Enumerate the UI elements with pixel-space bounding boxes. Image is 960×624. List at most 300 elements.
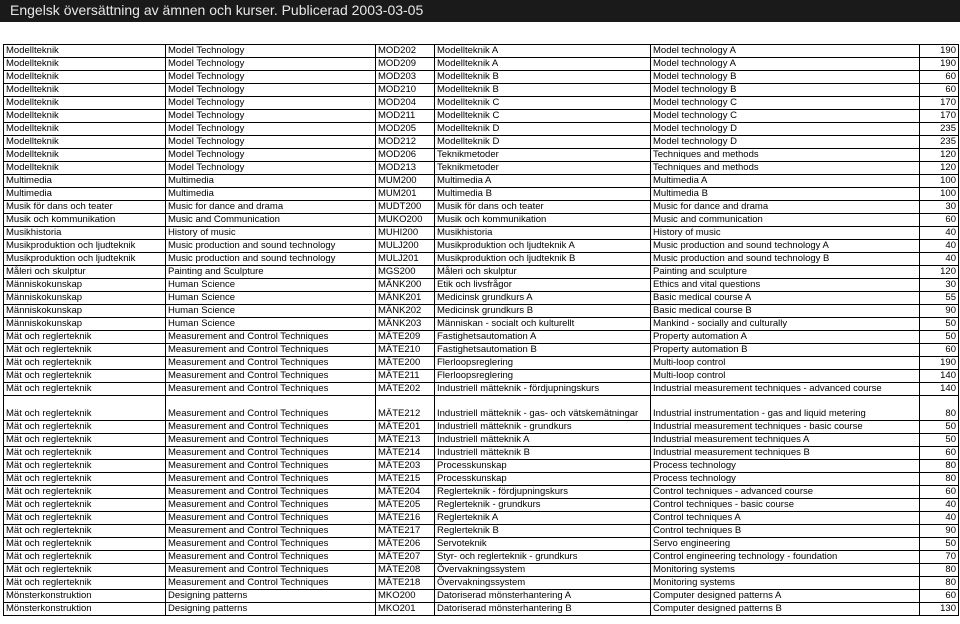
course-sv-cell: Musikproduktion och ljudteknik A [435, 240, 651, 253]
table-row [4, 538, 959, 551]
course-sv-cell: Medicinsk grundkurs B [435, 305, 651, 318]
subject-en-cell: Measurement and Control Techniques [166, 499, 376, 512]
subject-en-cell: Human Science [166, 305, 376, 318]
course-sv-cell: Modellteknik C [435, 97, 651, 110]
subject-en-cell: Music for dance and drama [166, 201, 376, 214]
subject-sv-cell: Modellteknik [4, 45, 166, 58]
subject-en-cell: Model Technology [166, 71, 376, 84]
subject-en-cell: Music production and sound technology [166, 240, 376, 253]
course-en-cell: Model technology B [651, 71, 920, 84]
subject-sv-cell: Mät och reglerteknik [4, 538, 166, 551]
points-cell: 190 [920, 58, 959, 71]
points-cell: 40 [920, 253, 959, 266]
course-sv-cell: Flerloopsreglering [435, 370, 651, 383]
subject-sv-cell: Multimedia [4, 188, 166, 201]
points-cell: 130 [920, 603, 959, 616]
subject-en-cell: Designing patterns [166, 590, 376, 603]
course-sv-cell: Reglerteknik B [435, 525, 651, 538]
course-en-cell: Industrial measurement techniques A [651, 434, 920, 447]
course-en-cell: Multimedia A [651, 175, 920, 188]
table-row [4, 136, 959, 149]
subject-sv-cell: Mät och reglerteknik [4, 499, 166, 512]
course-code-cell: MOD205 [376, 123, 435, 136]
subject-sv-cell: Människokunskap [4, 305, 166, 318]
points-cell: 60 [920, 344, 959, 357]
course-code-cell: MOD204 [376, 97, 435, 110]
page-header [0, 0, 960, 22]
course-code-cell: MOD210 [376, 84, 435, 97]
points-cell: 40 [920, 240, 959, 253]
course-en-cell: Model technology D [651, 123, 920, 136]
course-sv-cell: Musikhistoria [435, 227, 651, 240]
course-code-cell: MÄTE204 [376, 486, 435, 499]
points-cell: 100 [920, 188, 959, 201]
course-en-cell: Computer designed patterns A [651, 590, 920, 603]
points-cell: 120 [920, 149, 959, 162]
table-row [4, 84, 959, 97]
subject-sv-cell: Modellteknik [4, 97, 166, 110]
points-cell: 80 [920, 564, 959, 577]
points-cell: 40 [920, 499, 959, 512]
course-code-cell: MOD203 [376, 71, 435, 84]
table-row [4, 577, 959, 590]
table-row [4, 434, 959, 447]
course-sv-cell: Fastighetsautomation B [435, 344, 651, 357]
course-en-cell: Servo engineering [651, 538, 920, 551]
subject-en-cell: Model Technology [166, 123, 376, 136]
points-cell: 50 [920, 318, 959, 331]
subject-en-cell: Model Technology [166, 45, 376, 58]
subject-en-cell: Measurement and Control Techniques [166, 551, 376, 564]
subject-sv-cell: Mät och reglerteknik [4, 396, 166, 421]
course-sv-cell: Datoriserad mönsterhantering A [435, 590, 651, 603]
course-en-cell: Techniques and methods [651, 162, 920, 175]
course-sv-cell: Multimedia A [435, 175, 651, 188]
course-code-cell: MKO200 [376, 590, 435, 603]
subject-sv-cell: Mät och reglerteknik [4, 525, 166, 538]
page-title: Engelsk översättning av ämnen och kurser. Publicerad 2003-03-05 [10, 2, 424, 18]
course-sv-cell: Måleri och skulptur [435, 266, 651, 279]
course-table-body [4, 45, 959, 616]
subject-sv-cell: Mät och reglerteknik [4, 564, 166, 577]
subject-en-cell: Measurement and Control Techniques [166, 525, 376, 538]
course-en-cell: Multimedia B [651, 188, 920, 201]
table-row [4, 175, 959, 188]
course-sv-cell: Modellteknik A [435, 45, 651, 58]
table-row [4, 305, 959, 318]
course-sv-cell: Processkunskap [435, 473, 651, 486]
points-cell: 80 [920, 473, 959, 486]
course-sv-cell: Industriell mätteknik B [435, 447, 651, 460]
subject-sv-cell: Mät och reglerteknik [4, 473, 166, 486]
table-row [4, 266, 959, 279]
subject-sv-cell: Modellteknik [4, 149, 166, 162]
course-sv-cell: Modellteknik D [435, 123, 651, 136]
course-sv-cell: Musik för dans och teater [435, 201, 651, 214]
subject-en-cell: Music production and sound technology [166, 253, 376, 266]
table-row [4, 525, 959, 538]
subject-sv-cell: Mät och reglerteknik [4, 460, 166, 473]
course-en-cell: Model technology C [651, 97, 920, 110]
subject-en-cell: Human Science [166, 279, 376, 292]
points-cell: 190 [920, 357, 959, 370]
course-sv-cell: Processkunskap [435, 460, 651, 473]
course-code-cell: MÄTE215 [376, 473, 435, 486]
subject-en-cell: Measurement and Control Techniques [166, 434, 376, 447]
course-sv-cell: Människan - socialt och kulturellt [435, 318, 651, 331]
course-code-cell: MULJ200 [376, 240, 435, 253]
points-cell: 60 [920, 71, 959, 84]
course-code-cell: MOD212 [376, 136, 435, 149]
course-en-cell: Techniques and methods [651, 149, 920, 162]
points-cell: 100 [920, 175, 959, 188]
points-cell: 50 [920, 538, 959, 551]
table-row [4, 473, 959, 486]
course-en-cell: Model technology A [651, 45, 920, 58]
course-sv-cell: Teknikmetoder [435, 162, 651, 175]
subject-sv-cell: Musikhistoria [4, 227, 166, 240]
course-table [3, 44, 959, 616]
subject-en-cell: Model Technology [166, 58, 376, 71]
table-row [4, 45, 959, 58]
course-code-cell: MÄTE202 [376, 383, 435, 396]
course-code-cell: MÄNK202 [376, 305, 435, 318]
course-code-cell: MÄTE217 [376, 525, 435, 538]
course-en-cell: Process technology [651, 473, 920, 486]
points-cell: 60 [920, 590, 959, 603]
course-sv-cell: Fastighetsautomation A [435, 331, 651, 344]
course-code-cell: MÄTE208 [376, 564, 435, 577]
course-sv-cell: Industriell mätteknik - gas- och vätskemätningar [435, 396, 651, 421]
course-sv-cell: Servoteknik [435, 538, 651, 551]
course-en-cell: Model technology B [651, 84, 920, 97]
subject-en-cell: Measurement and Control Techniques [166, 447, 376, 460]
course-sv-cell: Musikproduktion och ljudteknik B [435, 253, 651, 266]
course-en-cell: Control techniques - basic course [651, 499, 920, 512]
table-row [4, 499, 959, 512]
subject-sv-cell: Mät och reglerteknik [4, 331, 166, 344]
subject-en-cell: Measurement and Control Techniques [166, 421, 376, 434]
subject-en-cell: Model Technology [166, 110, 376, 123]
course-sv-cell: Multimedia B [435, 188, 651, 201]
course-code-cell: MOD202 [376, 45, 435, 58]
course-code-cell: MOD213 [376, 162, 435, 175]
course-en-cell: Mankind - socially and culturally [651, 318, 920, 331]
subject-sv-cell: Måleri och skulptur [4, 266, 166, 279]
course-code-cell: MKO201 [376, 603, 435, 616]
course-en-cell: Basic medical course B [651, 305, 920, 318]
course-en-cell: Model technology A [651, 58, 920, 71]
subject-sv-cell: Mät och reglerteknik [4, 577, 166, 590]
course-sv-cell: Industriell mätteknik A [435, 434, 651, 447]
points-cell: 30 [920, 201, 959, 214]
course-en-cell: Property automation A [651, 331, 920, 344]
table-row [4, 149, 959, 162]
course-en-cell: Music production and sound technology A [651, 240, 920, 253]
course-code-cell: MOD206 [376, 149, 435, 162]
table-row [4, 162, 959, 175]
subject-en-cell: Measurement and Control Techniques [166, 577, 376, 590]
subject-sv-cell: Mät och reglerteknik [4, 383, 166, 396]
course-code-cell: MÄTE203 [376, 460, 435, 473]
table-row [4, 357, 959, 370]
table-row [4, 188, 959, 201]
subject-en-cell: Measurement and Control Techniques [166, 460, 376, 473]
subject-en-cell: Measurement and Control Techniques [166, 357, 376, 370]
subject-sv-cell: Mät och reglerteknik [4, 434, 166, 447]
table-row [4, 590, 959, 603]
subject-sv-cell: Modellteknik [4, 136, 166, 149]
table-row [4, 421, 959, 434]
subject-sv-cell: Modellteknik [4, 110, 166, 123]
course-sv-cell: Styr- och reglerteknik - grundkurs [435, 551, 651, 564]
table-row [4, 370, 959, 383]
subject-sv-cell: Multimedia [4, 175, 166, 188]
course-sv-cell: Modellteknik D [435, 136, 651, 149]
subject-en-cell: Music and Communication [166, 214, 376, 227]
subject-sv-cell: Modellteknik [4, 58, 166, 71]
table-row [4, 253, 959, 266]
subject-sv-cell: Mät och reglerteknik [4, 512, 166, 525]
subject-sv-cell: Mät och reglerteknik [4, 357, 166, 370]
course-code-cell: MÄNK200 [376, 279, 435, 292]
table-row [4, 396, 959, 421]
points-cell: 140 [920, 370, 959, 383]
course-en-cell: Monitoring systems [651, 564, 920, 577]
course-en-cell: Control techniques B [651, 525, 920, 538]
course-code-cell: MÄTE209 [376, 331, 435, 344]
points-cell: 50 [920, 421, 959, 434]
course-en-cell: Process technology [651, 460, 920, 473]
subject-sv-cell: Mät och reglerteknik [4, 370, 166, 383]
course-code-cell: MÄTE201 [376, 421, 435, 434]
subject-en-cell: Measurement and Control Techniques [166, 564, 376, 577]
course-en-cell: Painting and sculpture [651, 266, 920, 279]
course-en-cell: Ethics and vital questions [651, 279, 920, 292]
table-row [4, 344, 959, 357]
subject-sv-cell: Mät och reglerteknik [4, 486, 166, 499]
table-row [4, 240, 959, 253]
course-sv-cell: Musik och kommunikation [435, 214, 651, 227]
subject-en-cell: Measurement and Control Techniques [166, 331, 376, 344]
course-sv-cell: Industriell mätteknik - fördjupningskurs [435, 383, 651, 396]
course-sv-cell: Industriell mätteknik - grundkurs [435, 421, 651, 434]
course-en-cell: Multi-loop control [651, 357, 920, 370]
course-en-cell: Model technology C [651, 110, 920, 123]
subject-sv-cell: Mät och reglerteknik [4, 447, 166, 460]
subject-sv-cell: Mönsterkonstruktion [4, 590, 166, 603]
points-cell: 50 [920, 434, 959, 447]
subject-en-cell: Measurement and Control Techniques [166, 538, 376, 551]
course-en-cell: Multi-loop control [651, 370, 920, 383]
course-sv-cell: Medicinsk grundkurs A [435, 292, 651, 305]
course-code-cell: MUDT200 [376, 201, 435, 214]
course-code-cell: MÄNK201 [376, 292, 435, 305]
course-sv-cell: Reglerteknik - grundkurs [435, 499, 651, 512]
points-cell: 170 [920, 97, 959, 110]
subject-sv-cell: Mät och reglerteknik [4, 344, 166, 357]
table-row [4, 486, 959, 499]
subject-en-cell: Designing patterns [166, 603, 376, 616]
subject-sv-cell: Musik och kommunikation [4, 214, 166, 227]
subject-en-cell: Multimedia [166, 175, 376, 188]
points-cell: 80 [920, 577, 959, 590]
course-en-cell: Industrial measurement techniques B [651, 447, 920, 460]
course-code-cell: MUKO200 [376, 214, 435, 227]
course-code-cell: MÄTE205 [376, 499, 435, 512]
course-code-cell: MÄTE213 [376, 434, 435, 447]
course-sv-cell: Modellteknik B [435, 71, 651, 84]
points-cell: 30 [920, 279, 959, 292]
table-row [4, 331, 959, 344]
points-cell: 40 [920, 512, 959, 525]
subject-en-cell: Human Science [166, 318, 376, 331]
subject-en-cell: Measurement and Control Techniques [166, 486, 376, 499]
course-code-cell: MUM200 [376, 175, 435, 188]
subject-en-cell: Painting and Sculpture [166, 266, 376, 279]
points-cell: 140 [920, 383, 959, 396]
subject-en-cell: Multimedia [166, 188, 376, 201]
points-cell: 170 [920, 110, 959, 123]
subject-sv-cell: Människokunskap [4, 292, 166, 305]
course-en-cell: Control engineering technology - foundation [651, 551, 920, 564]
subject-sv-cell: Människokunskap [4, 279, 166, 292]
course-code-cell: MÄTE214 [376, 447, 435, 460]
subject-sv-cell: Modellteknik [4, 71, 166, 84]
course-sv-cell: Datoriserad mönsterhantering B [435, 603, 651, 616]
table-row [4, 551, 959, 564]
course-code-cell: MGS200 [376, 266, 435, 279]
subject-en-cell: Model Technology [166, 149, 376, 162]
subject-en-cell: Measurement and Control Techniques [166, 344, 376, 357]
points-cell: 235 [920, 123, 959, 136]
subject-en-cell: History of music [166, 227, 376, 240]
points-cell: 90 [920, 305, 959, 318]
points-cell: 60 [920, 214, 959, 227]
subject-sv-cell: Mät och reglerteknik [4, 551, 166, 564]
table-row [4, 292, 959, 305]
table-row [4, 564, 959, 577]
course-en-cell: History of music [651, 227, 920, 240]
points-cell: 235 [920, 136, 959, 149]
course-en-cell: Control techniques A [651, 512, 920, 525]
table-row [4, 512, 959, 525]
course-code-cell: MÄTE212 [376, 396, 435, 421]
course-sv-cell: Etik och livsfrågor [435, 279, 651, 292]
course-en-cell: Model technology D [651, 136, 920, 149]
points-cell: 60 [920, 84, 959, 97]
course-sv-cell: Övervakningssystem [435, 577, 651, 590]
course-sv-cell: Modellteknik B [435, 84, 651, 97]
points-cell: 80 [920, 460, 959, 473]
subject-en-cell: Model Technology [166, 84, 376, 97]
course-en-cell: Industrial measurement techniques - basic course [651, 421, 920, 434]
course-code-cell: MÄTE211 [376, 370, 435, 383]
points-cell: 50 [920, 331, 959, 344]
subject-sv-cell: Modellteknik [4, 123, 166, 136]
course-en-cell: Control techniques - advanced course [651, 486, 920, 499]
table-row [4, 383, 959, 396]
subject-sv-cell: Musikproduktion och ljudteknik [4, 253, 166, 266]
course-sv-cell: Övervakningssystem [435, 564, 651, 577]
subject-sv-cell: Modellteknik [4, 84, 166, 97]
course-en-cell: Industrial instrumentation - gas and liquid metering [651, 396, 920, 421]
course-en-cell: Music and communication [651, 214, 920, 227]
course-code-cell: MUHI200 [376, 227, 435, 240]
course-code-cell: MÄTE207 [376, 551, 435, 564]
course-code-cell: MUM201 [376, 188, 435, 201]
points-cell: 80 [920, 396, 959, 421]
course-code-cell: MÄTE206 [376, 538, 435, 551]
points-cell: 120 [920, 162, 959, 175]
points-cell: 60 [920, 486, 959, 499]
points-cell: 40 [920, 227, 959, 240]
course-code-cell: MÄTE200 [376, 357, 435, 370]
course-code-cell: MOD209 [376, 58, 435, 71]
subject-sv-cell: Musikproduktion och ljudteknik [4, 240, 166, 253]
table-row [4, 201, 959, 214]
subject-sv-cell: Musik för dans och teater [4, 201, 166, 214]
points-cell: 120 [920, 266, 959, 279]
table-row [4, 58, 959, 71]
course-code-cell: MÄNK203 [376, 318, 435, 331]
subject-en-cell: Measurement and Control Techniques [166, 383, 376, 396]
table-row [4, 603, 959, 616]
subject-en-cell: Human Science [166, 292, 376, 305]
subject-en-cell: Model Technology [166, 162, 376, 175]
subject-sv-cell: Människokunskap [4, 318, 166, 331]
course-code-cell: MÄTE210 [376, 344, 435, 357]
subject-sv-cell: Mät och reglerteknik [4, 421, 166, 434]
course-en-cell: Property automation B [651, 344, 920, 357]
points-cell: 55 [920, 292, 959, 305]
course-en-cell: Music for dance and drama [651, 201, 920, 214]
course-sv-cell: Modellteknik A [435, 58, 651, 71]
course-sv-cell: Teknikmetoder [435, 149, 651, 162]
subject-en-cell: Measurement and Control Techniques [166, 396, 376, 421]
points-cell: 60 [920, 447, 959, 460]
course-en-cell: Music production and sound technology B [651, 253, 920, 266]
table-row [4, 214, 959, 227]
subject-en-cell: Measurement and Control Techniques [166, 370, 376, 383]
subject-sv-cell: Modellteknik [4, 162, 166, 175]
course-en-cell: Industrial measurement techniques - advanced course [651, 383, 920, 396]
subject-sv-cell: Mönsterkonstruktion [4, 603, 166, 616]
table-row [4, 71, 959, 84]
points-cell: 190 [920, 45, 959, 58]
subject-en-cell: Measurement and Control Techniques [166, 512, 376, 525]
table-row [4, 447, 959, 460]
course-code-cell: MULJ201 [376, 253, 435, 266]
course-sv-cell: Flerloopsreglering [435, 357, 651, 370]
table-row [4, 227, 959, 240]
course-en-cell: Monitoring systems [651, 577, 920, 590]
table-row [4, 460, 959, 473]
table-row [4, 279, 959, 292]
points-cell: 70 [920, 551, 959, 564]
table-row [4, 110, 959, 123]
table-row [4, 97, 959, 110]
course-sv-cell: Reglerteknik A [435, 512, 651, 525]
points-cell: 90 [920, 525, 959, 538]
subject-en-cell: Model Technology [166, 136, 376, 149]
course-code-cell: MÄTE216 [376, 512, 435, 525]
course-code-cell: MOD211 [376, 110, 435, 123]
course-en-cell: Computer designed patterns B [651, 603, 920, 616]
course-sv-cell: Reglerteknik - fördjupningskurs [435, 486, 651, 499]
course-code-cell: MÄTE218 [376, 577, 435, 590]
course-en-cell: Basic medical course A [651, 292, 920, 305]
